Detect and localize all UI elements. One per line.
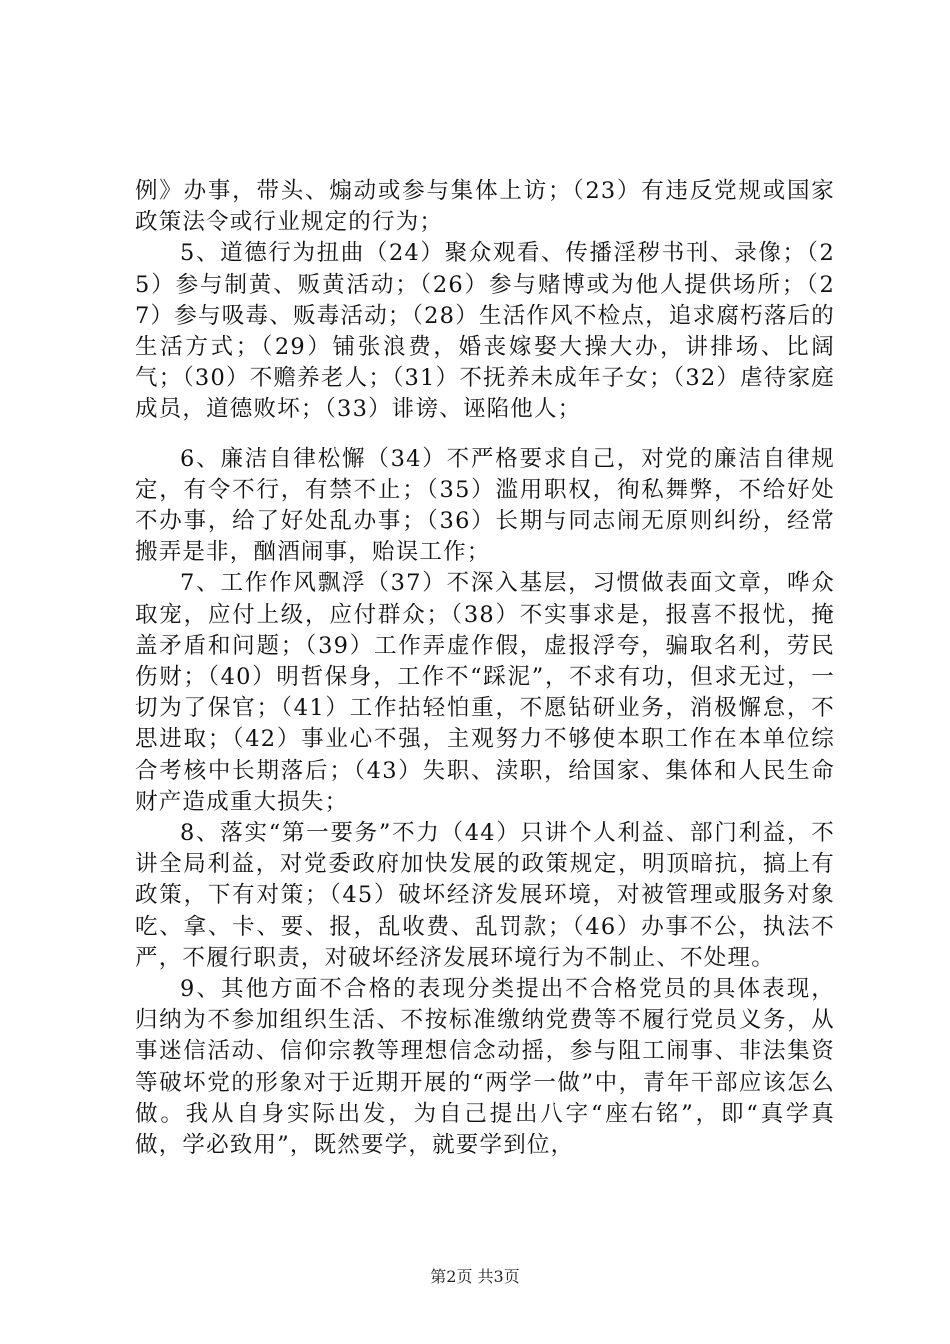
paragraph-item-9: 9、其他方面不合格的表现分类提出不合格党员的具体表现，归纳为不参加组织生活、不按标准缴纳党费等不履行党员义务，从事迷信活动、信仰宗教等理想信念动摇，参与阻工闹事、非法集资等破坏党的形象对于近期开展的“两学一做”中，青年干部应该怎么做。我从自身实际出发，为自己提出八字“座右铭”，即“真学真做，学必致用”，既然要学，就要学到位， (135, 976, 835, 1159)
paragraph-item-6: 6、廉洁自律松懈（34）不严格要求自己，对党的廉洁自律规定，有令不行，有禁不止；（35）滥用职权，徇私舞弊，不给好处不办事，给了好处乱办事；（36）长期与同志闹无原则纠纷，经常搬弄是非，酗酒闹事，贻误工作； (135, 445, 835, 566)
paragraph-continuation: 例》办事，带头、煽动或参与集体上访；（23）有违反党规或国家政策法令或行业规定的行为； (135, 178, 835, 236)
paragraph-item-8: 8、落实“第一要务”不力（44）只讲个人利益、部门利益，不讲全局利益，对党委政府加快发展的政策规定，明顶暗抗，搞上有政策，下有对策；（45）破坏经济发展环境，对被管理或服务对象吃、拿、卡、要、报，乱收费、乱罚款；（46）办事不公，执法不严，不履行职责，对破坏经济发展环境行为不制止、不处理。 (135, 820, 835, 971)
document-body (135, 176, 835, 1161)
page-footer: 第2页 共3页 (430, 1267, 520, 1286)
paragraph-item-7: 7、工作作风飘浮（37）不深入基层，习惯做表面文章，哗众取宠，应付上级，应付群众；（38）不实事求是，报喜不报忧，掩盖矛盾和问题；（39）工作弄虚作假，虚报浮夸，骗取名利，劳民伤财；（40）明哲保身，工作不“踩泥”，不求有功，但求无过，一切为了保官；（41）工作拈轻怕重，不愿钻研业务，消极懈怠，不思进取；（42）事业心不强，主观努力不够使本职工作在本单位综合考核中长期落后；（43）失职、渎职，给国家、集体和人民生命财产造成重大损失； (135, 570, 835, 815)
paragraph-item-5: 5、道德行为扭曲（24）聚众观看、传播淫秽书刊、录像；（25）参与制黄、贩黄活动；（26）参与赌博或为他人提供场所；（27）参与吸毒、贩毒活动；（28）生活作风不检点，追求腐朽落后的生活方式；（29）铺张浪费，婚丧嫁娶大操大办，讲排场、比阔气；（30）不赡养老人；（31）不抚养未成年子女；（32）虐待家庭成员，道德败坏；（33）诽谤、诬陷他人； (135, 240, 835, 423)
